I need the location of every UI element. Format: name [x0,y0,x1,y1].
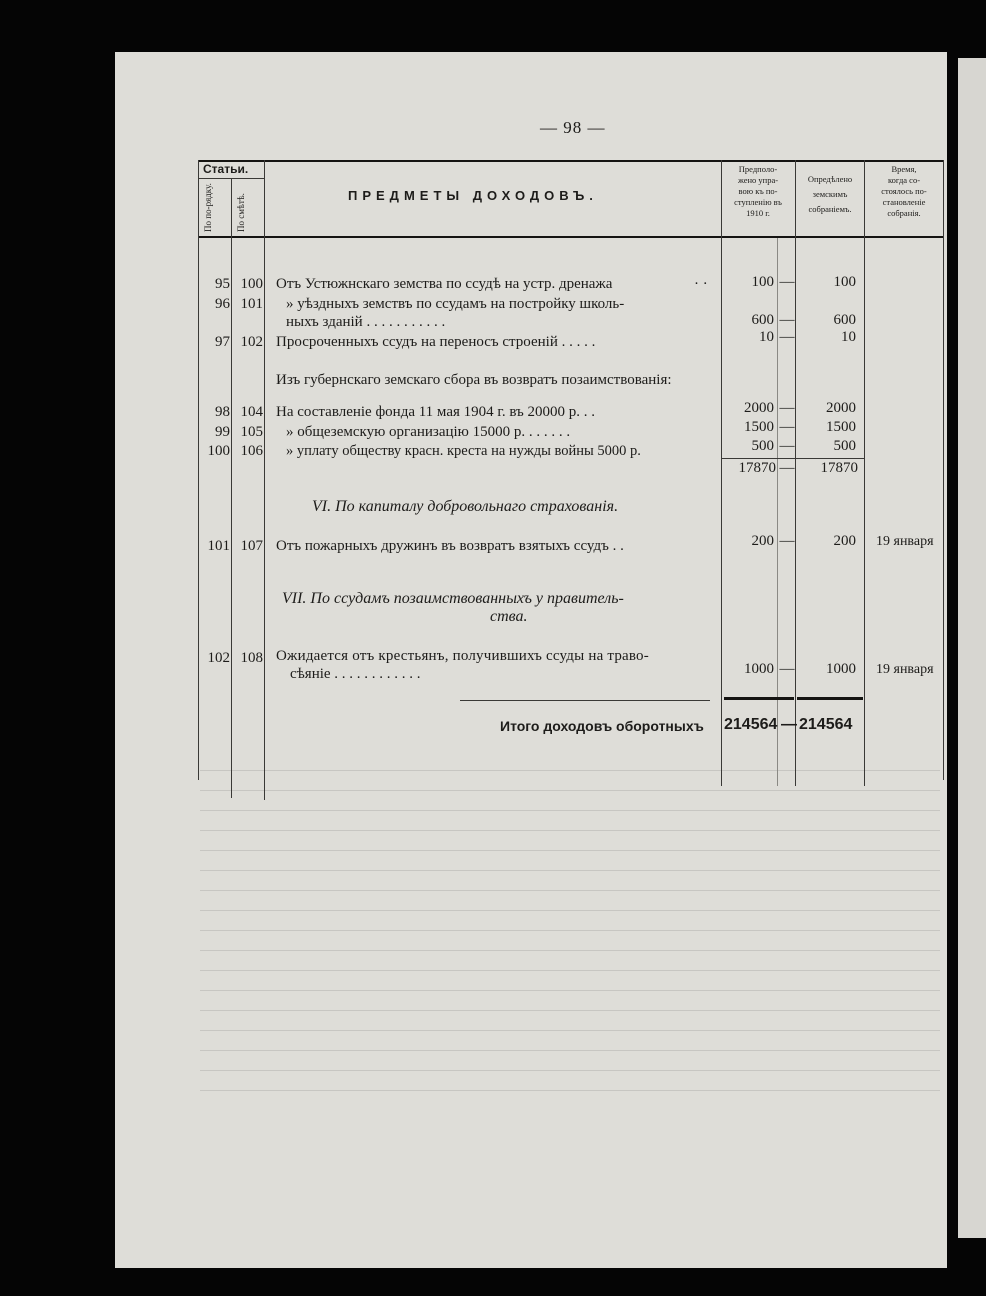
bleed-through-texture [200,770,940,1130]
section-vi-heading: VI. По капиталу добровольнаго страхованія. [312,498,619,515]
value-vremya: 19 января [876,534,934,549]
header-po-smete: По смѣтѣ. [236,193,246,232]
col-rule-right [943,160,944,780]
col-rule-b [864,160,865,786]
row-text: Отъ пожарныхъ дружинъ въ возвратъ взятыхъ ссудъ . . [276,538,624,554]
row-text: » уѣздныхъ земствъ по ссудамъ на постройку школь- [286,296,625,312]
row-smeta-number: 101 [240,296,263,312]
total-opredeleno: 214564 [799,716,853,733]
row-text: Отъ Устюжнскаго земства по ссудѣ на устр. дренажа [276,276,613,292]
dash-separator: — [779,312,795,328]
value-predpolozheno: 1500 [744,419,774,435]
value-predpolozheno: 500 [751,438,774,454]
col-rule-dash [777,238,778,786]
row-text: Просроченныхъ ссудъ на переносъ строеній . . . . . [276,334,596,350]
value-opredeleno: 2000 [826,400,856,416]
dash-separator: — [779,419,795,435]
total-rule-left [460,700,710,701]
row-text: Ожидается отъ крестьянъ, получившихъ ссуды на траво- [276,648,649,664]
row-text: » общеземскую организацію 15000 р. . . . . . . [286,424,571,440]
dash-separator: — [779,329,795,345]
table-top-rule [198,160,944,162]
row-dots: · · [694,276,708,292]
dash-separator: — [779,661,795,677]
header-bottom-rule [198,236,944,238]
dash-separator: — [779,533,795,549]
col-rule-left [198,160,199,780]
row-number: 101 [207,538,230,554]
value-vremya: 19 января [876,662,934,677]
row-text-continued: сѣяніе . . . . . . . . . . . . [290,666,421,682]
subtotal-predpolozheno: 17870 [738,460,776,476]
value-predpolozheno: 200 [751,533,774,549]
header-opredeleno: Опредѣлено земскимъ собраніемъ. [807,174,853,214]
adjacent-page-edge [958,58,986,1238]
table-title: ПРЕДМЕТЫ ДОХОДОВЪ. [348,188,598,203]
dash-separator: — [779,460,795,476]
row-smeta-number: 100 [240,276,263,292]
page-number: — 98 — [540,118,606,137]
header-po-poryadku: По по-рядку. [203,183,213,232]
row-number: 95 [215,276,230,292]
row-smeta-number: 106 [240,443,263,459]
subtotal-opredeleno: 17870 [820,460,858,476]
row-smeta-number: 104 [240,404,263,420]
value-opredeleno: 200 [833,533,856,549]
value-predpolozheno: 600 [751,312,774,328]
row-smeta-number: 108 [240,650,263,666]
row-smeta-number: 102 [240,334,263,350]
value-predpolozheno: 100 [751,274,774,290]
row-number: 96 [215,296,230,312]
total-dash: — [781,716,797,733]
row-text: » уплату обществу красн. креста на нужды войны 5000 р. [286,443,641,459]
dash-separator: — [779,438,795,454]
row-smeta-number: 105 [240,424,263,440]
col-rule-n2 [264,160,265,800]
total-predpolozheno: 214564 [724,716,778,733]
value-opredeleno: 1000 [826,661,856,677]
value-predpolozheno: 10 [759,329,774,345]
total-label: Итого доходовъ оборотныхъ [500,718,704,734]
row-number: 99 [215,424,230,440]
value-predpolozheno: 2000 [744,400,774,416]
section-vii-heading-continued: ства. [490,608,528,625]
row-number: 97 [215,334,230,350]
subheading-gubernsky-sbor: Изъ губернскаго земскаго сбора въ возвратъ позаимствованія: [276,372,672,388]
section-vii-heading: VII. По ссудамъ позаимствованныхъ у правитель- [282,590,624,607]
value-predpolozheno: 1000 [744,661,774,677]
dash-separator: — [779,274,795,290]
col-rule-n1 [231,178,232,798]
header-vremya: Время, когда со- стоялось по- становленіе собранія. [881,164,927,218]
total-rule-b [797,697,863,700]
row-text-continued: ныхъ зданій . . . . . . . . . . . [286,314,446,330]
row-number: 100 [207,443,230,459]
value-opredeleno: 600 [833,312,856,328]
subtotal-rule [722,458,864,459]
value-opredeleno: 500 [833,438,856,454]
row-number: 102 [207,650,230,666]
header-statyi: Статьи. [203,162,249,176]
row-number: 98 [215,404,230,420]
header-predpolozheno: Предполо- жено упра- вою къ по- ступленію въ 1910 г. [734,164,782,218]
value-opredeleno: 10 [841,329,856,345]
row-text: На составленіе фонда 11 мая 1904 г. въ 20000 р. . . [276,404,596,420]
value-opredeleno: 100 [833,274,856,290]
total-rule-a [724,697,794,700]
dash-separator: — [779,400,795,416]
value-opredeleno: 1500 [826,419,856,435]
row-smeta-number: 107 [240,538,263,554]
